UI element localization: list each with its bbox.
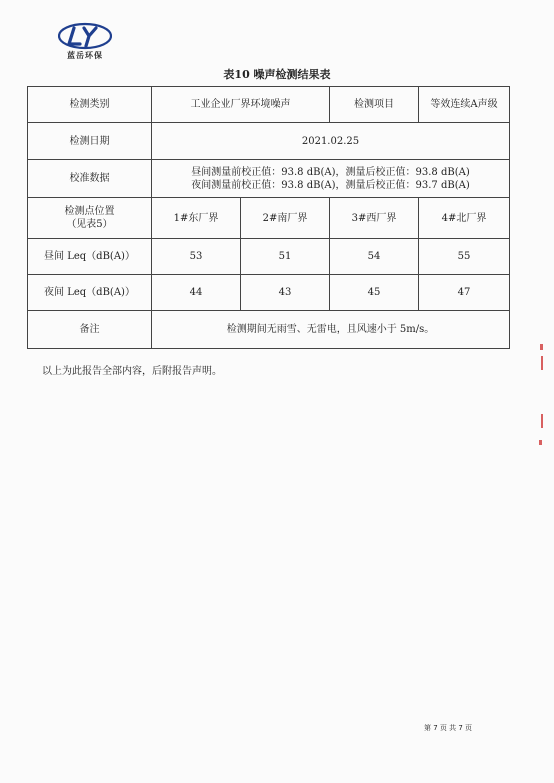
category-value: 工业企业厂界环境噪声 bbox=[152, 87, 330, 123]
calibration-day: 昼间测量前校正值：93.8 dB(A)，测量后校正值：93.8 dB(A) bbox=[191, 166, 470, 178]
seal-edge-mark bbox=[540, 344, 543, 350]
seal-edge-mark bbox=[539, 440, 542, 445]
date-label: 检测日期 bbox=[28, 123, 152, 160]
calibration-label: 校准数据 bbox=[28, 160, 152, 198]
remark-label: 备注 bbox=[28, 311, 152, 349]
day-label: 昼间 Leq（dB(A)） bbox=[28, 239, 152, 275]
point-1: 1#东厂界 bbox=[152, 198, 241, 239]
table-row-category bbox=[28, 87, 510, 123]
remark-value: 检测期间无雨雪、无雷电，且风速小于 5m/s。 bbox=[152, 311, 510, 349]
page-number: 第 7 页 共 7 页 bbox=[424, 724, 473, 732]
calibration-value bbox=[152, 160, 510, 198]
ly-logo-icon bbox=[58, 22, 112, 50]
table-row-remark bbox=[28, 311, 510, 349]
seal-edge-mark bbox=[541, 414, 543, 428]
item-value: 等效连续A声级 bbox=[419, 87, 510, 123]
points-label-line2: （见表5） bbox=[66, 219, 113, 230]
day-value-2: 51 bbox=[241, 239, 330, 275]
day-value-1: 53 bbox=[152, 239, 241, 275]
company-name: 蓝岳环保 bbox=[67, 51, 103, 60]
night-value-3: 45 bbox=[330, 275, 419, 311]
point-3: 3#西厂界 bbox=[330, 198, 419, 239]
noise-results-table bbox=[27, 86, 510, 349]
table-row-night bbox=[28, 275, 510, 311]
point-4: 4#北厂界 bbox=[419, 198, 510, 239]
table-title: 表10 噪声检测结果表 bbox=[223, 68, 331, 81]
day-value-3: 54 bbox=[330, 239, 419, 275]
points-label bbox=[28, 198, 152, 239]
table-row-points bbox=[28, 198, 510, 239]
category-label: 检测类别 bbox=[28, 87, 152, 123]
table-row-day bbox=[28, 239, 510, 275]
day-value-4: 55 bbox=[419, 239, 510, 275]
company-logo bbox=[54, 22, 116, 62]
table-row-date bbox=[28, 123, 510, 160]
item-label: 检测项目 bbox=[330, 87, 419, 123]
table-row-calibration bbox=[28, 160, 510, 198]
report-end-note: 以上为此报告全部内容，后附报告声明。 bbox=[42, 366, 222, 377]
seal-edge-mark bbox=[541, 356, 543, 370]
points-label-line1: 检测点位置 bbox=[64, 206, 115, 217]
calibration-night: 夜间测量前校正值：93.8 dB(A)，测量后校正值：93.7 dB(A) bbox=[191, 179, 470, 191]
date-value: 2021.02.25 bbox=[152, 123, 510, 160]
night-value-1: 44 bbox=[152, 275, 241, 311]
night-label: 夜间 Leq（dB(A)） bbox=[28, 275, 152, 311]
night-value-4: 47 bbox=[419, 275, 510, 311]
point-2: 2#南厂界 bbox=[241, 198, 330, 239]
night-value-2: 43 bbox=[241, 275, 330, 311]
